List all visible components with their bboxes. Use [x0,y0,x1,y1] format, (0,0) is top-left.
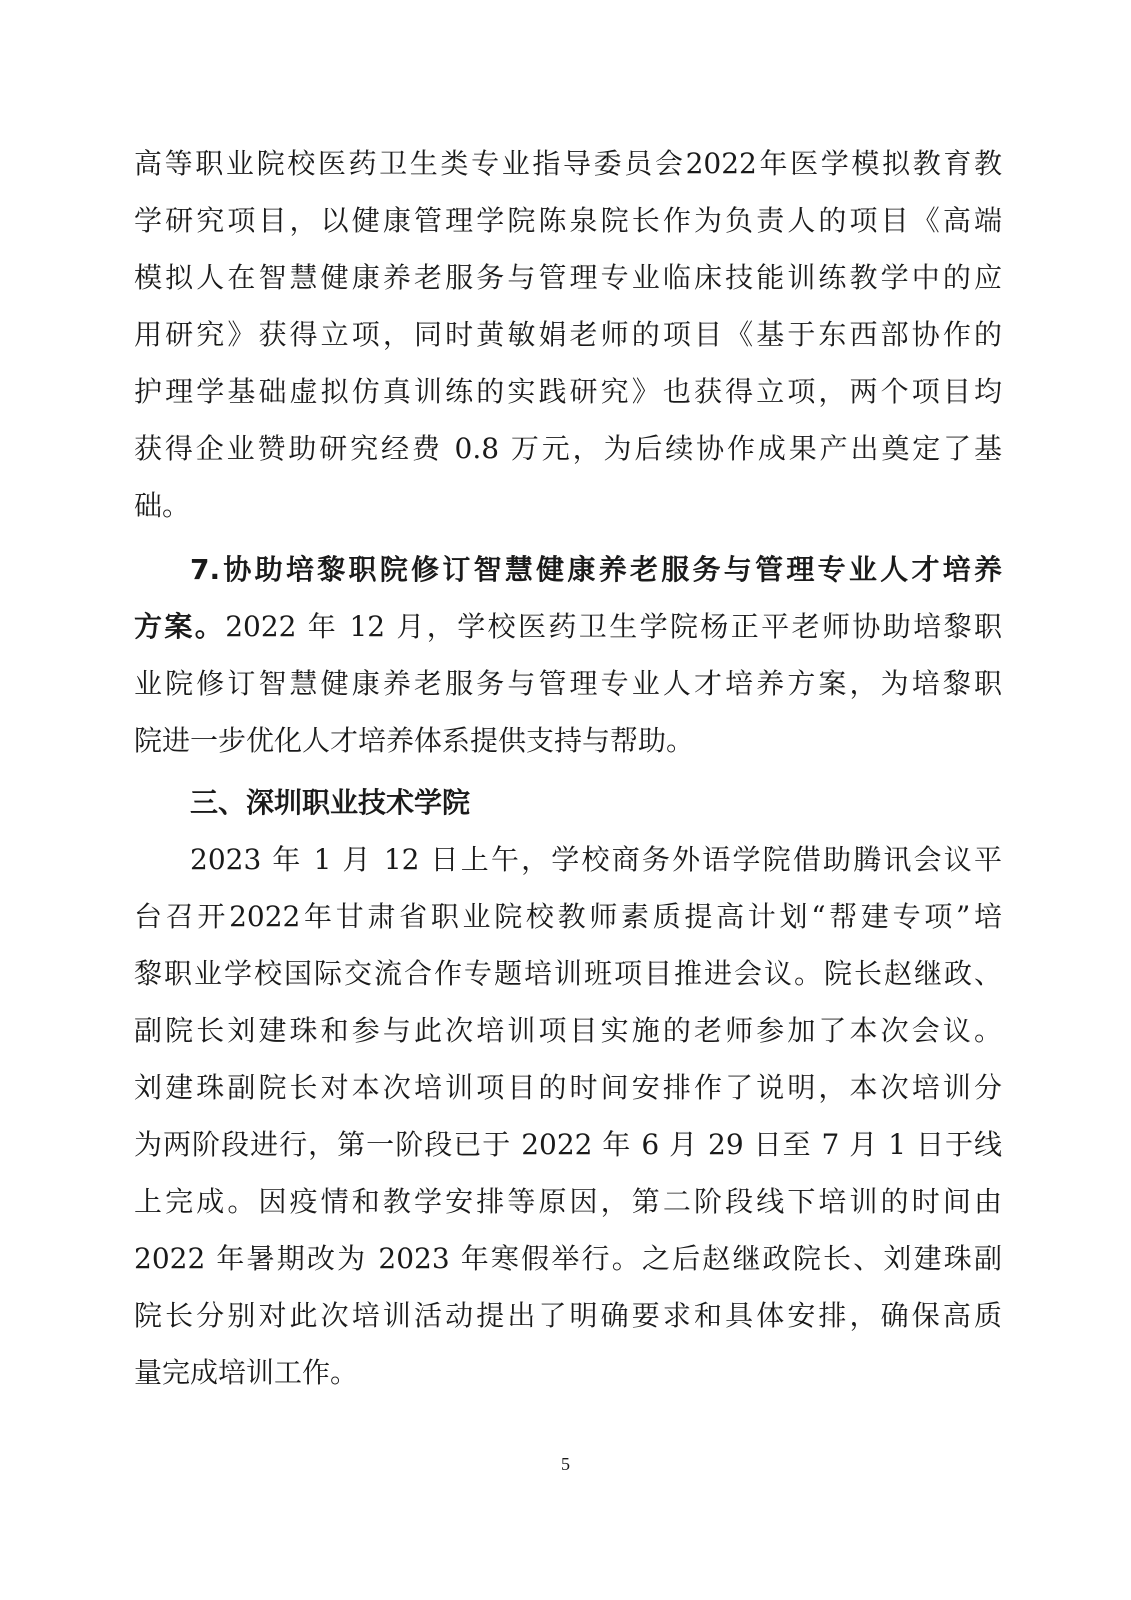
body-text-line: 2023 年 1 月 12 日上午，学校商务外语学院借助腾讯会议平 [190,843,1002,876]
body-text-line: 黎职业学校国际交流合作专题培训班项目推进会议。院长赵继政、 [134,957,1002,990]
page-number: 5 [561,1454,570,1474]
body-text-line: 护理学基础虚拟仿真训练的实践研究》也获得立项，两个项目均 [134,375,1002,408]
body-text-line: 院进一步优化人才培养体系提供支持与帮助。 [134,724,695,757]
section-heading: 三、深圳职业技术学院 [190,786,471,819]
item-7-text: 2022 年 12 月，学校医药卫生学院杨正平老师协助培黎职 [225,610,1002,643]
body-text-line: 为两阶段进行，第一阶段已于 2022 年 6 月 29 日至 7 月 1 日于线 [134,1128,1002,1161]
body-text-line: 获得企业赞助研究经费 0.8 万元，为后续协作成果产出奠定了基 [134,432,1002,465]
body-text-line: 上完成。因疫情和教学安排等原因，第二阶段线下培训的时间由 [134,1185,1002,1218]
body-text-line: 2022 年暑期改为 2023 年寒假举行。之后赵继政院长、刘建珠副 [134,1242,1002,1275]
body-text-line: 业院修订智慧健康养老服务与管理专业人才培养方案，为培黎职 [134,667,1002,700]
body-text-line: 用研究》获得立项，同时黄敏娟老师的项目《基于东西部协作的 [134,318,1002,351]
body-text-line: 高等职业院校医药卫生类专业指导委员会2022年医学模拟教育教 [134,147,1002,180]
body-text-line: 学研究项目，以健康管理学院陈泉院长作为负责人的项目《高端 [134,204,1002,237]
item-7-heading: 7.协助培黎职院修订智慧健康养老服务与管理专业人才培养 [190,553,1002,586]
item-7-line [134,607,1002,647]
body-text-line: 院长分别对此次培训活动提出了明确要求和具体安排，确保高质 [134,1299,1002,1332]
body-text-line: 台召开2022年甘肃省职业院校教师素质提高计划“帮建专项”培 [134,900,1002,933]
body-text-line: 础。 [134,489,191,522]
body-text-line: 副院长刘建珠和参与此次培训项目实施的老师参加了本次会议。 [134,1014,1002,1047]
body-text-line: 刘建珠副院长对本次培训项目的时间安排作了说明，本次培训分 [134,1071,1002,1104]
body-text-line: 模拟人在智慧健康养老服务与管理专业临床技能训练教学中的应 [134,261,1002,294]
item-7-heading-end: 方案。 [134,610,226,643]
body-text-line: 量完成培训工作。 [134,1356,359,1389]
